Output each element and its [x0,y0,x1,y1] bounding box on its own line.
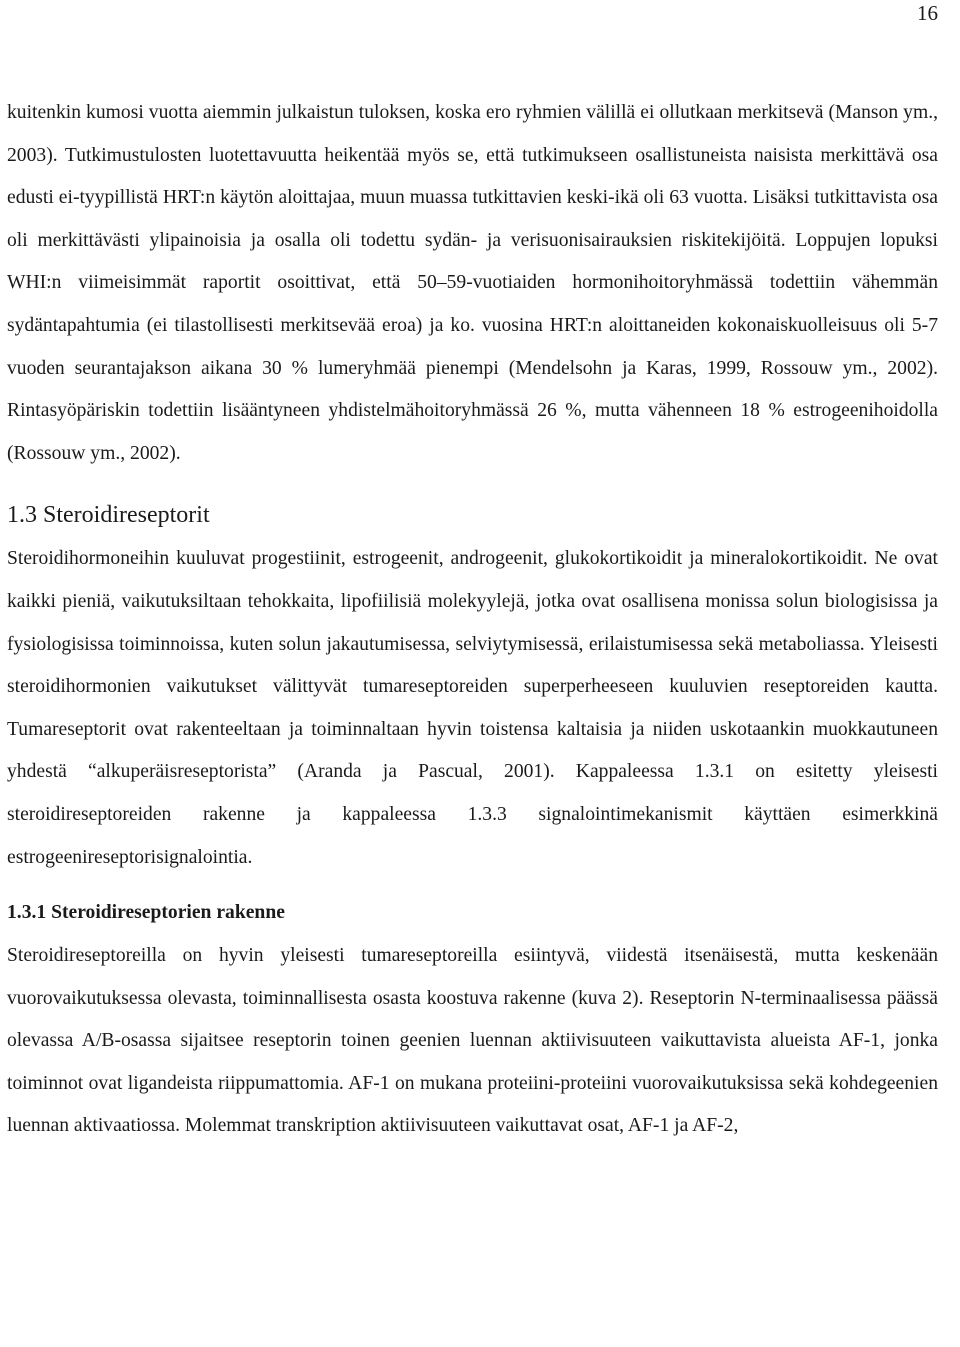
subsection-heading: 1.3.1 Steroidireseptorien rakenne [7,902,285,924]
body-paragraph: Steroidihormoneihin kuuluvat progestiinit, estrogeenit, androgeenit, glukokortikoidit ja mineralokortikoidit. Ne ovat kaikki pieniä, vaikutuksiltaan tehokkaita, lipofiilisiä molekyylejä, jotka ovat osallisena monissa solun biologisissa ja fysiologisissa toiminnoissa, kuten solun jakautumisessa, selviytymisessä, erilaistumisessa sekä metaboliassa. Yleisesti steroidihormonien vaikutukset välittyvät tumareseptoreiden superperheeseen kuuluvien reseptoreiden kautta. Tumareseptorit ovat rakenteeltaan ja toiminnaltaan hyvin toistensa kaltaisia ja niiden uskotaankin muokkautuneen yhdestä “alkuperäisreseptorista” (Aranda ja Pascual, 2001). Kappaleessa 1.3.1 on esitetty yleisesti steroidireseptoreiden rakenne ja kappaleessa 1.3.3 signalointimekanismit käyttäen esimerkkinä estrogeenireseptorisignalointia. [7,548,938,868]
document-body [7,92,938,1148]
body-paragraph: kuitenkin kumosi vuotta aiemmin julkaistun tuloksen, koska ero ryhmien välillä ei ollutkaan merkitsevä (Manson ym., 2003). Tutkimustulosten luotettavuutta heikentää myös se, että tutkimukseen osallistuneista naisista merkittävä osa edusti ei-tyypillistä HRT:n käytön aloittajaa, muun muassa tutkittavien keski-ikä oli 63 vuotta. Lisäksi tutkittavista osa oli merkittävästi ylipainoisia ja osalla oli todettu sydän- ja verisuonisairauksien riskitekijöitä. Loppujen lopuksi WHI:n viimeisimmät raportit osoittivat, että 50–59-vuotiaiden hormonihoitoryhmässä todettiin vähemmän sydäntapahtumia (ei tilastollisesti merkitsevää eroa) ja ko. vuosina HRT:n aloittaneiden kokonaiskuolleisuus oli 5-7 vuoden seurantajakson aikana 30 % lumeryhmää pienempi (Mendelsohn ja Karas, 1999, Rossouw ym., 2002). Rintasyöpäriskin todettiin lisääntyneen yhdistelmähoitoryhmässä 26 %, mutta vähenneen 18 % estrogeenihoidolla (Rossouw ym., 2002). [7,102,938,464]
body-paragraph: Steroidireseptoreilla on hyvin yleisesti tumareseptoreilla esiintyvä, viidestä itsenäisestä, mutta keskenään vuorovaikutuksessa olevasta, toiminnallisesta osasta koostuva rakenne (kuva 2). Reseptorin N-terminaalisessa päässä olevassa A/B-osassa sijaitsee reseptorin toinen geenien luennan aktiivisuuteen vaikuttavista alueista AF-1, jonka toiminnot ovat ligandeista riippumattomia. AF-1 on mukana proteiini-proteiini vuorovaikutuksissa sekä kohdegeenien luennan aktivaatiossa. Molemmat transkription aktiivisuuteen vaikuttavat osat, AF-1 ja AF-2, [7,945,938,1137]
section-heading: 1.3 Steroidireseptorit [7,502,210,529]
page-number: 16 [917,1,938,25]
